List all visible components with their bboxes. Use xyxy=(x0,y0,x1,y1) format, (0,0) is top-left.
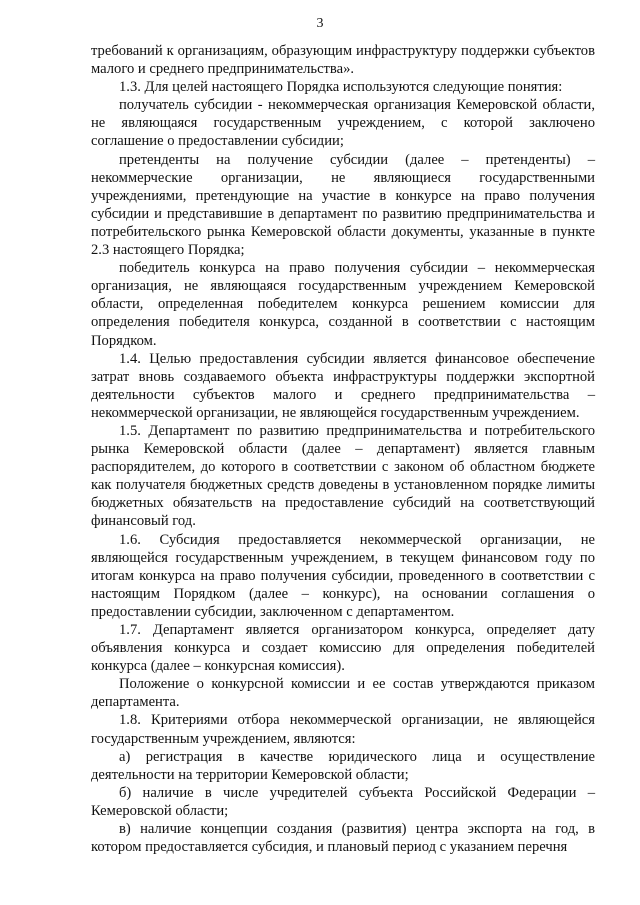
paragraph-applicants-definition: претенденты на получение субсидии (далее – претенденты) – некоммерческие организации, не являющиеся государственными учреждениями, претендующие на участие в конкурсе на право получения субсидии и представившие в департамент по развитию предпринимательства и потребительского рынка Кемеровской области документы, указанные в пункте 2.3 настоящего Порядка; xyxy=(91,151,595,259)
paragraph-1-3: 1.3. Для целей настоящего Порядка используются следующие понятия: xyxy=(119,79,563,96)
paragraph-winner-definition: победитель конкурса на право получения субсидии – некоммерческая организация, не являющаяся государственным учреждением Кемеровской области, определенная победителем конкурса решением комиссии для определения победителя конкурса, созданной в соответствии с настоящим Порядком. xyxy=(91,260,595,349)
criterion-a: а) регистрация в качестве юридического лица и осуществление деятельности на территории Кемеровской области; xyxy=(91,748,595,783)
criterion-b: б) наличие в числе учредителей субъекта Российской Федерации – Кемеровской области; xyxy=(91,784,595,819)
paragraph-1-8: 1.8. Критериями отбора некоммерческой организации, не являющейся государственным учреждением, являются: xyxy=(91,712,595,747)
paragraph-recipient-definition: получатель субсидии - некоммерческая организация Кемеровской области, не являющаяся государственным учреждением, с которой заключено соглашение о предоставлении субсидии; xyxy=(91,97,595,150)
document-body xyxy=(91,42,595,856)
paragraph-1-7: 1.7. Департамент является организатором конкурса, определяет дату объявления конкурса и создает комиссию для определения победителей конкурса (далее – конкурсная комиссия). xyxy=(91,622,595,675)
criterion-c: в) наличие концепции создания (развития) центра экспорта на год, в котором предоставляется субсидия, и плановый период с указанием перечня xyxy=(91,821,595,856)
page-number: 3 xyxy=(316,16,324,31)
paragraph-commission-regulation: Положение о конкурсной комиссии и ее состав утверждаются приказом департамента. xyxy=(91,676,595,711)
paragraph-1-6: 1.6. Субсидия предоставляется некоммерческой организации, не являющейся государственным учреждением, в текущем финансовом году по итогам конкурса на право получения субсидии, проведенного в соответствии с настоящим Порядком (далее – конкурс), на основании соглашения о предоставлении субсидии, заключенном с департаментом. xyxy=(91,531,595,620)
paragraph-1-5: 1.5. Департамент по развитию предпринимательства и потребительского рынка Кемеровской области (далее – департамент) является главным распорядителем, до которого в соответствии с законом об областном бюджете как получателя бюджетных средств доведены в установленном порядке лимиты бюджетных обязательств на предоставление субсидий на соответствующий финансовый год. xyxy=(91,422,595,530)
paragraph-requirements-continuation: требований к организациям, образующим инфраструктуру поддержки субъектов малого и среднего предпринимательства». xyxy=(91,43,595,78)
paragraph-1-4: 1.4. Целью предоставления субсидии является финансовое обеспечение затрат вновь создаваемого объекта инфраструктуры поддержки экспортной деятельности субъектов малого и среднего предпринимательства – некоммерческой организации, не являющейся государственным учреждением. xyxy=(91,350,595,421)
